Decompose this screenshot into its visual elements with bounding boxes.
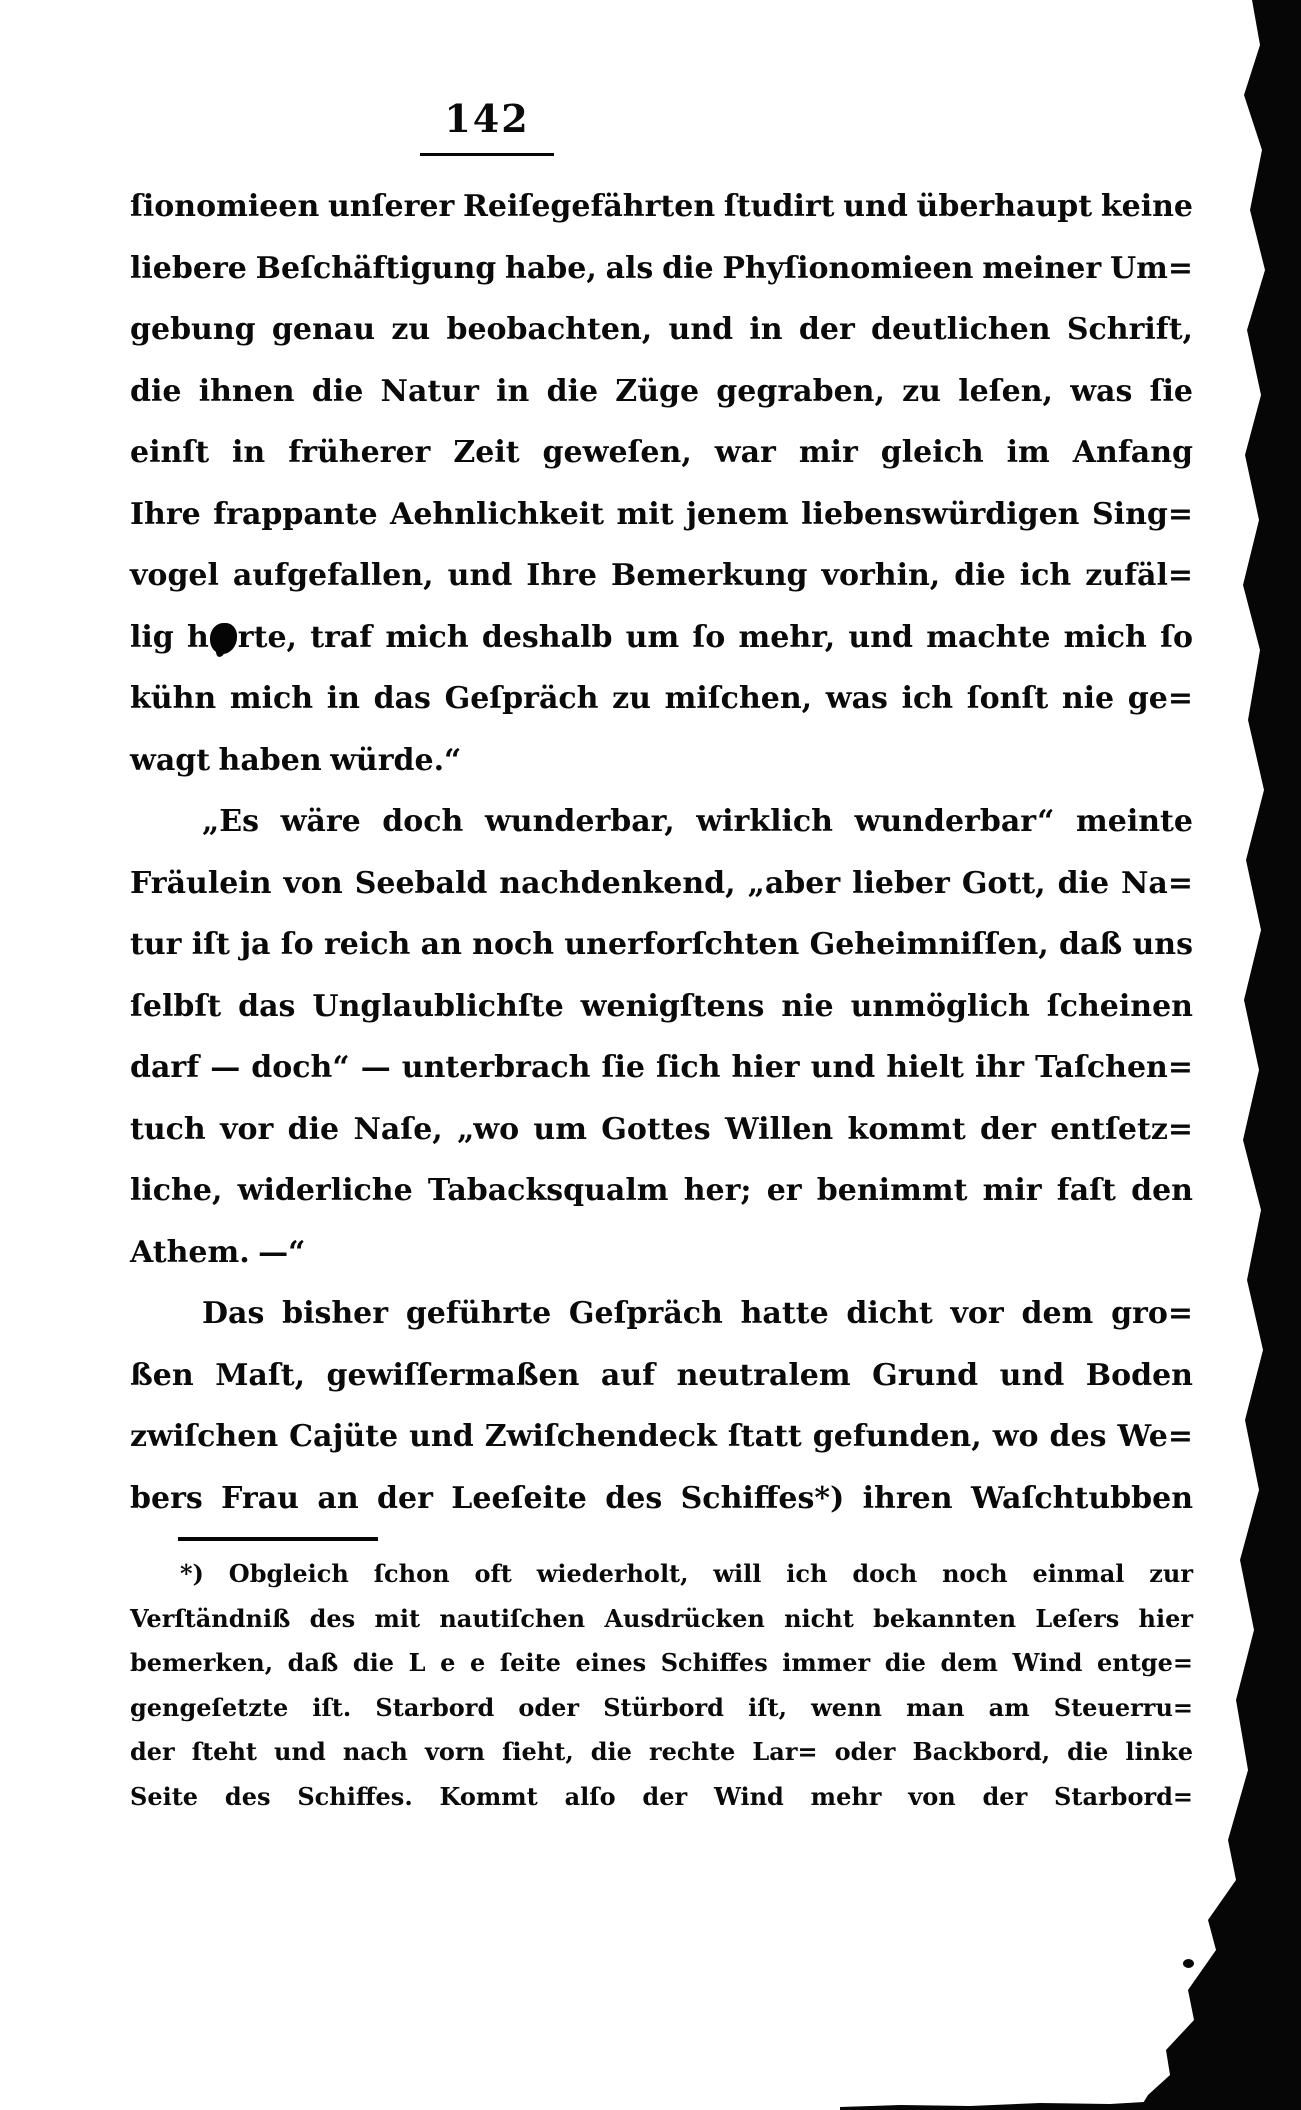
text-line: darf — doch“ — unterbrach ſie ſich hier und hielt ihr Taſchen= <box>130 1050 1193 1085</box>
text-line: wagt haben würde.“ <box>130 742 462 778</box>
scan-speck <box>1180 2053 1197 2068</box>
text-line: einſt in früherer Zeit geweſen, war mir gleich im Anfang <box>130 435 1193 470</box>
text-line: Athem. —“ <box>130 1234 306 1270</box>
page-number: 142 <box>444 96 530 141</box>
text-line: vogel aufgefallen, und Ihre Bemerkung vorhin, die ich zufäl= <box>130 558 1193 593</box>
page-number-rule <box>420 153 554 156</box>
text-line: ßen Maſt, gewiſſermaßen auf neutralem Grund und Boden <box>130 1357 1193 1393</box>
text-line: bers Frau an der Leeſeite des Schiffes*) ihren Waſchtubben <box>130 1480 1193 1516</box>
text-line: lig h rte, traf mich deshalb um ſo mehr, und machte mich ſo <box>130 619 1193 655</box>
text-line: Ihre frappante Aehnlichkeit mit jenem liebenswürdigen Sing= <box>130 496 1193 532</box>
footnote-rule <box>178 1537 378 1541</box>
text-line: gengeſetzte iſt. Starbord oder Stürbord iſt, wenn man am Steuerru= <box>130 1692 1193 1722</box>
text-line: liebere Beſchäftigung habe, als die Phyſionomieen meiner Um= <box>130 250 1193 286</box>
text-line: Fräulein von Seebald nachdenkend, „aber lieber Gott, die Na= <box>130 865 1193 901</box>
footnote-text <box>130 1552 1193 1819</box>
body-text <box>130 176 1193 1529</box>
text-line: tuch vor die Naſe, „wo um Gottes Willen kommt der entſetz= <box>130 1111 1193 1147</box>
text-line: Das bisher geführte Geſpräch hatte dicht vor dem gro= <box>202 1296 1193 1331</box>
text-line: zwiſchen Cajüte und Zwiſchendeck ſtatt gefunden, wo des We= <box>130 1419 1193 1454</box>
scan-speck <box>1183 1959 1194 1968</box>
text-line: ſelbſt das Unglaublichſte wenigſtens nie unmöglich ſcheinen <box>130 988 1193 1024</box>
text-line: der ſteht und nach vorn ſieht, die rechte Lar= oder Backbord, die linke <box>130 1737 1193 1766</box>
text-line: Verſtändniß des mit nautiſchen Ausdrücken nicht bekannten Leſers hier <box>130 1603 1193 1633</box>
text-line: *) Obgleich ſchon oft wiederholt, will ich doch noch einmal zur <box>180 1559 1193 1588</box>
scan-speck <box>1225 1981 1234 1991</box>
text-line: die ihnen die Natur in die Züge gegraben, zu leſen, was ſie <box>130 373 1193 409</box>
text-line: kühn mich in das Geſpräch zu miſchen, was ich ſonſt nie ge= <box>130 681 1193 716</box>
text-line: Seite des Schiffes. Kommt alſo der Wind mehr von der Starbord= <box>130 1781 1193 1811</box>
ink-blot <box>210 623 237 654</box>
text-line: ſionomieen unſerer Reiſegefährten ſtudirt und überhaupt keine <box>130 189 1193 224</box>
scan-speck <box>1208 2024 1216 2031</box>
text-line: liche, widerliche Tabacksqualm her; er benimmt mir faſt den <box>130 1173 1193 1208</box>
text-line: bemerken, daß die L e e ſeite eines Schiffes immer die dem Wind entge= <box>130 1648 1193 1677</box>
text-line: tur iſt ja ſo reich an noch unerforſchten Geheimniſſen, daß uns <box>130 927 1193 962</box>
text-line: gebung genau zu beobachten, und in der deutlichen Schrift, <box>130 312 1193 347</box>
text-line: „Es wäre doch wunderbar, wirklich wunderbar“ meinte <box>202 804 1193 839</box>
